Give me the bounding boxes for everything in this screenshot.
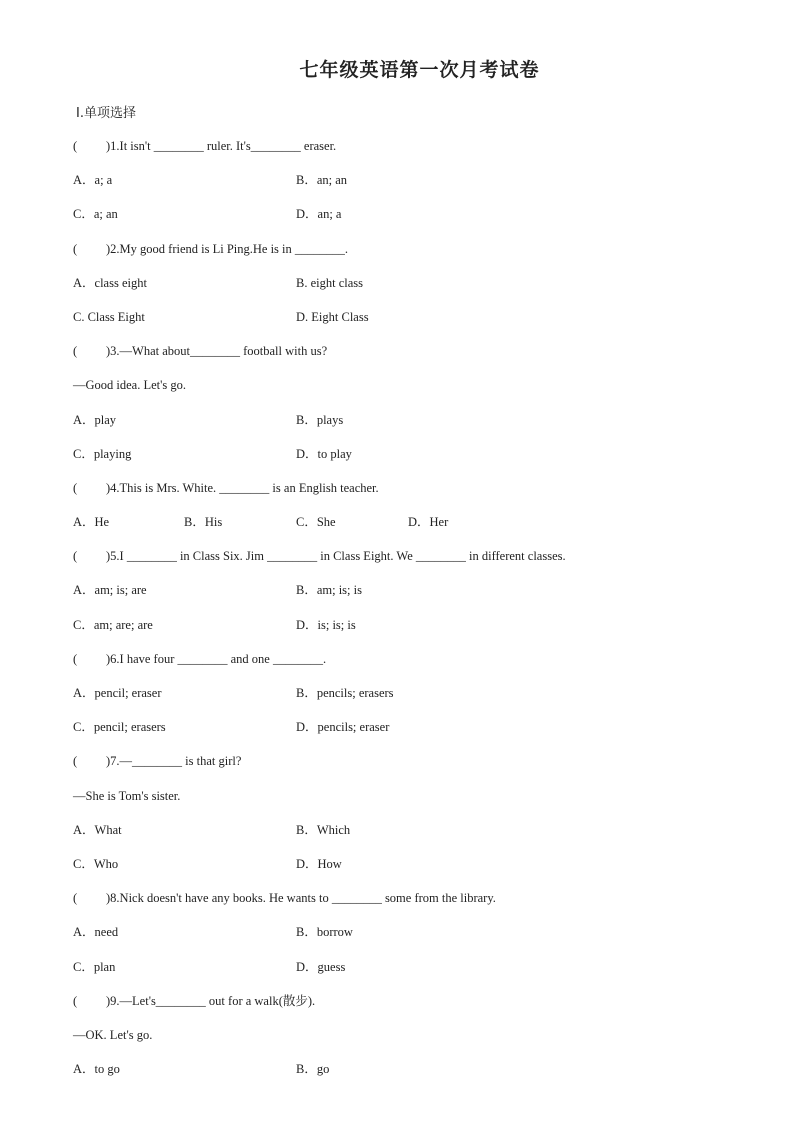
answer-blank: ( [73,651,78,666]
page-title: 七年级英语第一次月考试卷 [299,59,540,81]
question-text: )6.I have four ________ and one ________. [106,651,327,666]
answer-blank: ( [73,241,78,256]
dialogue-text: —OK. Let's go. [73,1027,153,1042]
option-row [73,444,753,478]
question-text: )4.This is Mrs. White. ________ is an English teacher. [106,480,379,495]
question [73,239,753,273]
question [73,546,753,580]
answer-option: A．pencil; eraser [73,686,162,700]
option-row [73,512,753,546]
answer-option: A．He [73,515,110,530]
option-row [73,307,753,341]
answer-option: B．go [296,1062,330,1077]
option-row [73,1059,753,1093]
answer-option: A．a; a [73,173,113,188]
dialogue-line [73,786,753,820]
answer-option: A．What [73,822,122,837]
answer-blank: ( [73,480,78,495]
answer-option: A．am; is; are [73,583,147,598]
answer-option: B. eight class [296,275,364,290]
answer-blank: ( [73,993,78,1008]
answer-option: D．is; is; is [296,617,356,632]
question [73,341,753,375]
option-row [73,580,753,614]
question [73,751,753,785]
question [73,478,753,512]
option-row [73,170,753,204]
question [73,991,753,1025]
section-heading: Ⅰ.单项选择 [76,106,136,121]
dialogue-text: —She is Tom's sister. [73,788,181,803]
answer-option: B．His [184,515,223,530]
question-text: )5.I ________ in Class Six. Jim ________ in Class Eight. We ________ in different classes. [106,549,566,564]
option-row [73,957,753,991]
answer-option: B．pencils; erasers [296,686,394,700]
answer-option: D．an; a [296,207,342,222]
option-row [73,717,753,751]
question [73,136,753,170]
answer-option: B．borrow [296,925,353,940]
answer-blank: ( [73,344,78,359]
answer-option: B．Which [296,822,351,837]
answer-option: C．pencil; erasers [73,720,166,735]
answer-option: B．an; an [296,173,348,188]
dialogue-text: —Good idea. Let's go. [73,378,186,393]
option-row [73,410,753,444]
answer-option: A．play [73,412,117,427]
answer-option: D. Eight Class [296,309,369,324]
option-row [73,204,753,238]
question-text: )1.It isn't ________ ruler. It's________ eraser. [106,139,337,153]
answer-option: D．pencils; eraser [296,720,390,735]
question-text: )9.—Let's________ out for a walk(散步). [106,993,316,1008]
question [73,649,753,683]
option-row [73,683,753,717]
answer-option: C．Who [73,856,119,871]
answer-blank: ( [73,891,78,906]
option-row [73,615,753,649]
option-row [73,273,753,307]
answer-option: C．a; an [73,207,118,222]
answer-option: D．to play [296,446,352,461]
question-text: )8.Nick doesn't have any books. He wants to ________ some from the library. [106,891,496,906]
answer-blank: ( [73,549,78,564]
answer-option: B．plays [296,412,344,427]
answer-option: C．am; are; are [73,617,153,632]
option-row [73,854,753,888]
question-text: )3.—What about________ football with us? [106,344,328,359]
dialogue-line [73,1025,753,1059]
answer-option: C．She [296,515,336,530]
answer-option: D．Her [408,515,449,530]
answer-option: A．class eight [73,275,147,290]
answer-option: C．plan [73,959,116,974]
answer-option: D．guess [296,959,346,974]
answer-option: C. Class Eight [73,309,145,324]
question-list [73,136,753,1093]
answer-option: A．need [73,925,119,940]
question [73,888,753,922]
answer-blank: ( [73,139,78,153]
dialogue-line [73,375,753,409]
answer-option: C．playing [73,446,132,461]
question-text: )2.My good friend is Li Ping.He is in ________. [106,241,349,256]
answer-option: A．to go [73,1062,120,1077]
option-row [73,820,753,854]
question-text: )7.—________ is that girl? [106,754,242,769]
answer-option: D．How [296,856,342,871]
answer-option: B．am; is; is [296,583,362,598]
answer-blank: ( [73,754,78,769]
option-row [73,922,753,956]
